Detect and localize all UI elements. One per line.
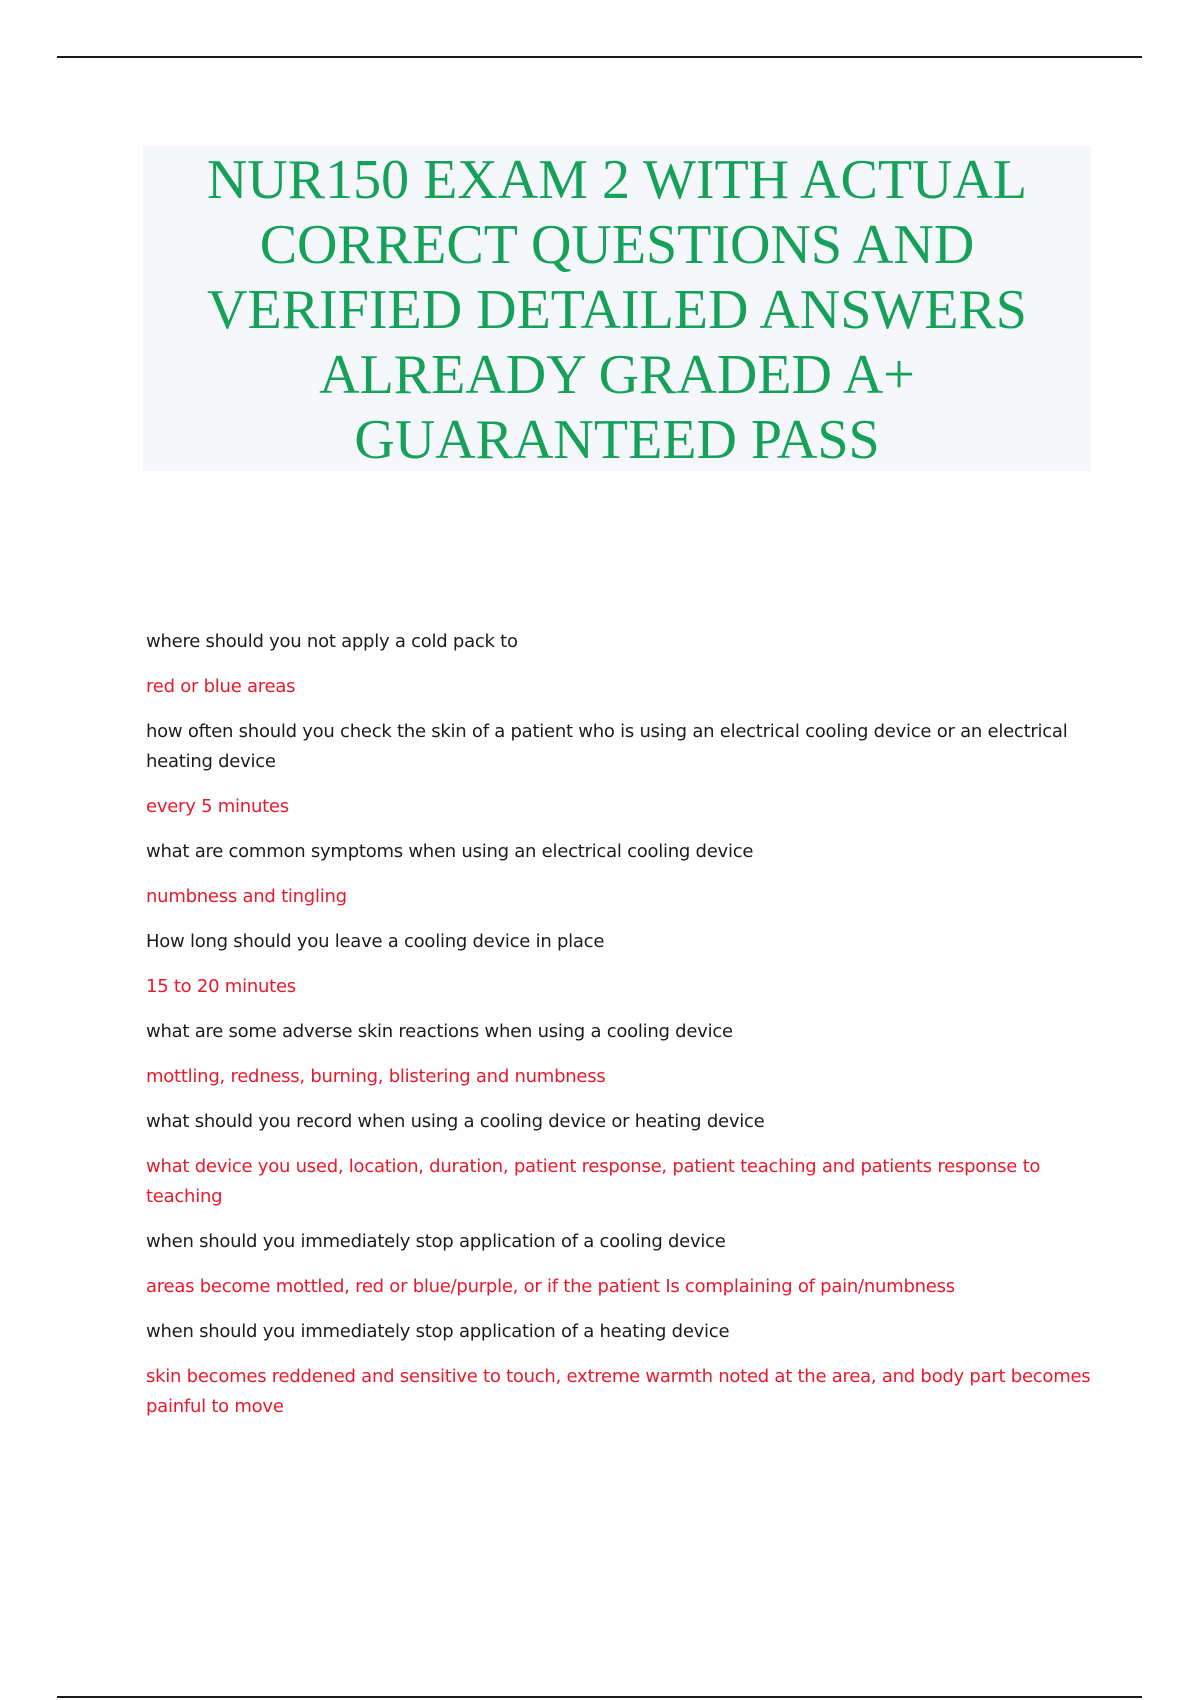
question: when should you immediately stop application of a heating device bbox=[146, 1321, 730, 1342]
question: where should you not apply a cold pack to bbox=[146, 631, 518, 652]
answer: what device you used, location, duration, patient response, patient teaching and patients response to teaching bbox=[146, 1156, 1041, 1207]
answer: numbness and tingling bbox=[146, 886, 347, 907]
title-line: ALREADY GRADED A+ bbox=[319, 344, 915, 406]
question: how often should you check the skin of a patient who is using an electrical cooling device or an electrical heating device bbox=[146, 721, 1068, 772]
document-title bbox=[143, 148, 1091, 473]
title-line: VERIFIED DETAILED ANSWERS bbox=[207, 279, 1027, 341]
top-divider bbox=[57, 56, 1142, 58]
title-banner bbox=[143, 146, 1091, 471]
question: what should you record when using a cooling device or heating device bbox=[146, 1111, 765, 1132]
question: what are common symptoms when using an electrical cooling device bbox=[146, 841, 754, 862]
answer: every 5 minutes bbox=[146, 796, 289, 817]
answer: mottling, redness, burning, blistering and numbness bbox=[146, 1066, 606, 1087]
title-line: CORRECT QUESTIONS AND bbox=[259, 214, 975, 276]
qa-list bbox=[146, 627, 1106, 1437]
question: when should you immediately stop application of a cooling device bbox=[146, 1231, 726, 1252]
answer: 15 to 20 minutes bbox=[146, 976, 296, 997]
question: what are some adverse skin reactions when using a cooling device bbox=[146, 1021, 733, 1042]
title-line: NUR150 EXAM 2 WITH ACTUAL bbox=[206, 149, 1028, 211]
title-line: GUARANTEED PASS bbox=[354, 409, 880, 471]
answer: red or blue areas bbox=[146, 676, 296, 697]
answer: areas become mottled, red or blue/purple, or if the patient Is complaining of pain/numbness bbox=[146, 1276, 955, 1297]
question: How long should you leave a cooling device in place bbox=[146, 931, 605, 952]
answer: skin becomes reddened and sensitive to touch, extreme warmth noted at the area, and body part becomes painful to move bbox=[146, 1366, 1091, 1417]
bottom-divider bbox=[57, 1696, 1142, 1698]
